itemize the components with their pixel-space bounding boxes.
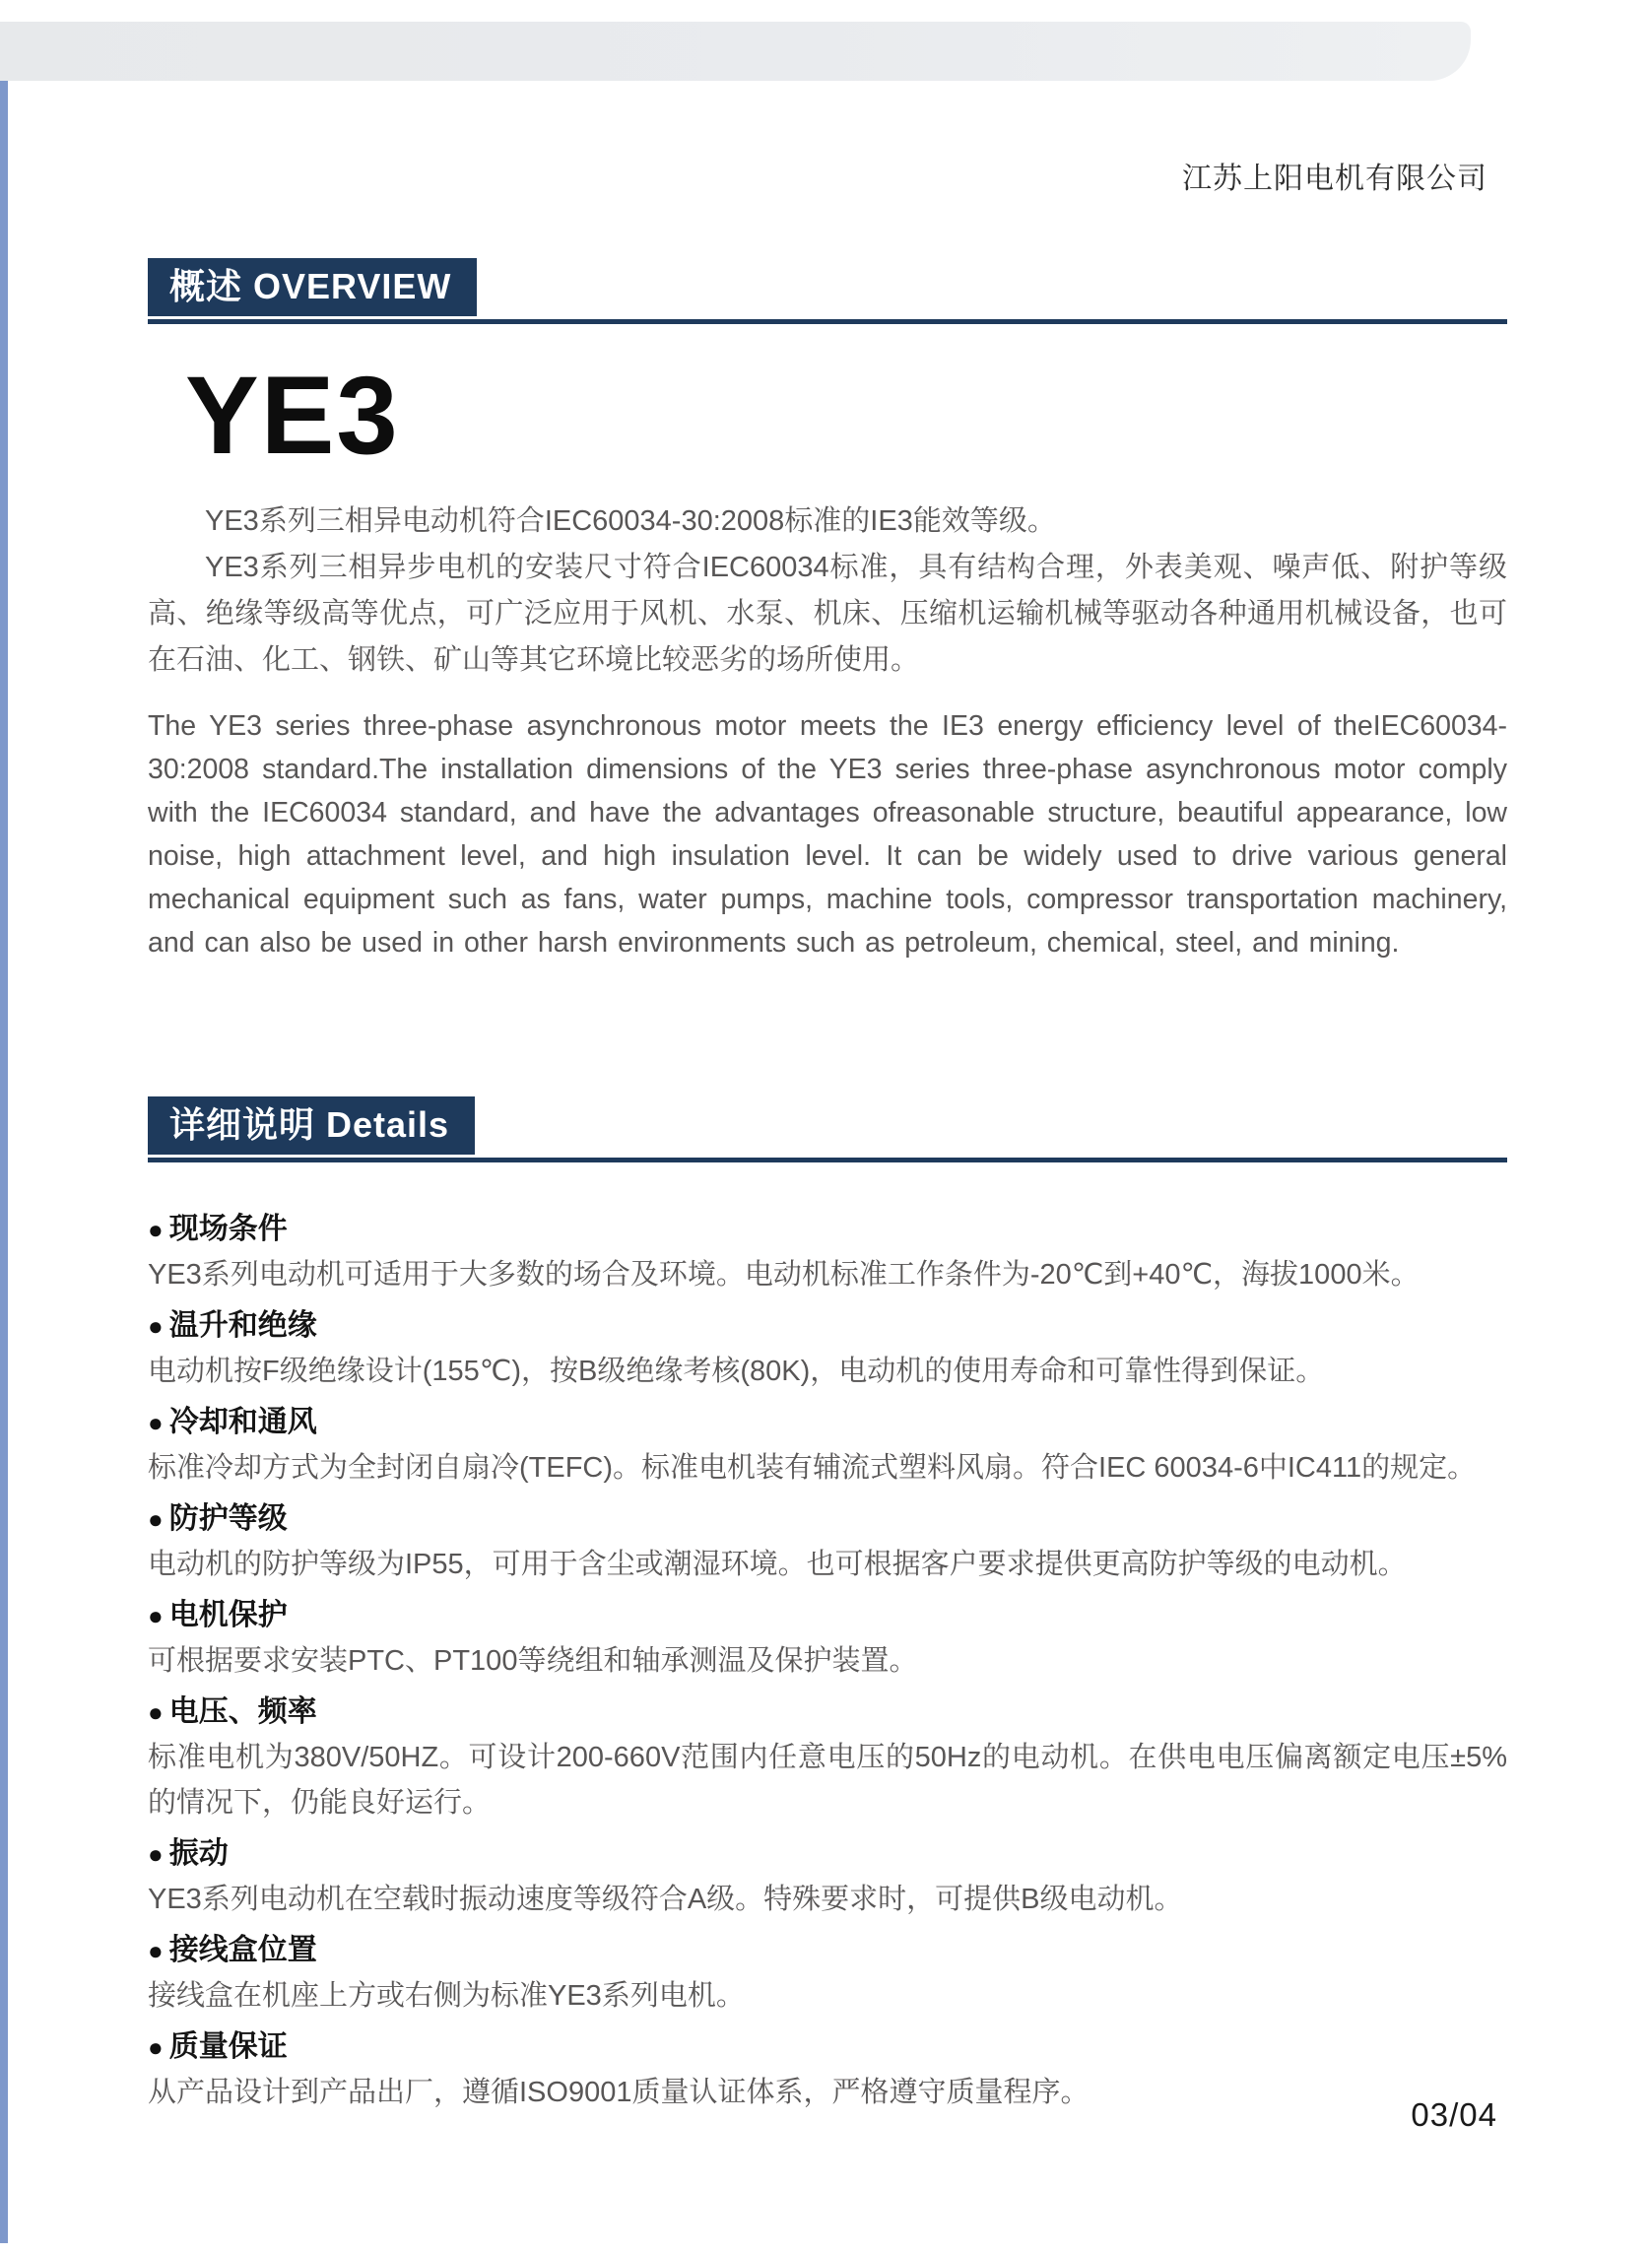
detail-body: 标准电机为380V/50HZ。可设计200-660V范围内任意电压的50Hz的电动机。在供电电压偏离额定电压±5%的情况下，仍能良好运行。 [148, 1742, 1507, 1819]
product-title: YE3 [185, 354, 400, 477]
detail-body: YE3系列电动机可适用于大多数的场合及环境。电动机标准工作条件为-20℃到+40℃，海拔1000米。 [148, 1259, 1420, 1291]
bullet-icon: ● [148, 1504, 164, 1534]
detail-heading-label: 电机保护 [168, 1599, 288, 1631]
bullet-icon: ● [148, 1936, 164, 1965]
detail-body: 从产品设计到产品出厂，遵循ISO9001质量认证体系，严格遵守质量程序。 [148, 2077, 1090, 2108]
detail-heading [148, 1303, 1507, 1349]
detail-item [148, 1496, 1507, 1587]
bullet-icon: ● [148, 1215, 164, 1244]
details-underline [148, 1158, 1507, 1162]
detail-item [148, 2024, 1507, 2115]
detail-heading-label: 电压、频率 [168, 1695, 317, 1728]
overview-section [148, 258, 1507, 964]
detail-heading [148, 1400, 1507, 1445]
detail-heading-label: 冷却和通风 [168, 1406, 317, 1438]
overview-en-paragraph: The YE3 series three-phase asynchronous motor meets the IE3 energy efficiency level of theIEC60034-30:2008 standard.The installation dimensions of the YE3 series three-phase asynchronous motor comply with the IEC60034 standard, and have the advantages ofreasonable structure, beautiful appearance, low noise, high attachment level, and high insulation level. It can be widely used to drive various general mechanical equipment such as fans, water pumps, machine tools, compressor transportation machinery, and can also be used in other harsh environments such as petroleum, chemical, steel, and mining. [148, 710, 1507, 959]
detail-item [148, 1690, 1507, 1825]
detail-item [148, 1593, 1507, 1684]
detail-heading [148, 1690, 1507, 1735]
overview-cn-paragraphs [148, 498, 1507, 684]
detail-heading [148, 2024, 1507, 2070]
details-list [148, 1207, 1507, 2115]
company-name: 江苏上阳电机有限公司 [1182, 163, 1487, 195]
detail-heading-label: 防护等级 [168, 1502, 288, 1535]
detail-heading-label: 振动 [168, 1837, 229, 1870]
top-decoration-bar [0, 22, 1471, 81]
detail-item [148, 1928, 1507, 2019]
detail-heading [148, 1928, 1507, 1973]
page-number: 03/04 [1411, 2096, 1497, 2133]
detail-heading-label: 温升和绝缘 [168, 1309, 317, 1342]
detail-body: 接线盒在机座上方或右侧为标准YE3系列电机。 [148, 1980, 745, 2012]
detail-heading-label: 接线盒位置 [168, 1934, 317, 1966]
detail-item [148, 1303, 1507, 1394]
bullet-icon: ● [148, 2032, 164, 2062]
detail-body: 标准冷却方式为全封闭自扇冷(TEFC)。标准电机装有辅流式塑料风扇。符合IEC 60034-6中IC411的规定。 [148, 1452, 1477, 1484]
overview-underline [148, 319, 1507, 324]
overview-cn-paragraph: YE3系列三相异电动机符合IEC60034-30:2008标准的IE3能效等级。 [205, 505, 1056, 537]
detail-heading-label: 质量保证 [168, 2030, 288, 2063]
overview-section-header: 概述 OVERVIEW [148, 258, 477, 316]
left-accent-line [0, 81, 8, 2243]
detail-body: 可根据要求安装PTC、PT100等绕组和轴承测温及保护装置。 [148, 1645, 918, 1677]
detail-heading-label: 现场条件 [168, 1213, 288, 1245]
bullet-icon: ● [148, 1601, 164, 1630]
detail-item [148, 1207, 1507, 1297]
detail-body: 电动机的防护等级为IP55，可用于含尘或潮湿环境。也可根据客户要求提供更高防护等级的电动机。 [148, 1549, 1407, 1580]
bullet-icon: ● [148, 1408, 164, 1437]
detail-body: 电动机按F级绝缘设计(155℃)，按B级绝缘考核(80K)，电动机的使用寿命和可靠性得到保证。 [148, 1356, 1325, 1387]
detail-heading [148, 1593, 1507, 1638]
detail-heading [148, 1831, 1507, 1877]
bullet-icon: ● [148, 1311, 164, 1341]
detail-body: YE3系列电动机在空载时振动速度等级符合A级。特殊要求时，可提供B级电动机。 [148, 1884, 1183, 1915]
bullet-icon: ● [148, 1839, 164, 1869]
detail-heading [148, 1207, 1507, 1252]
bullet-icon: ● [148, 1697, 164, 1727]
details-section-header: 详细说明 Details [148, 1096, 475, 1155]
detail-item [148, 1831, 1507, 1922]
detail-item [148, 1400, 1507, 1491]
overview-cn-paragraph: YE3系列三相异步电机的安装尺寸符合IEC60034标准，具有结构合理，外表美观、噪声低、附护等级高、绝缘等级高等优点，可广泛应用于风机、水泵、机床、压缩机运输机械等驱动各种通用机械设备，也可在石油、化工、钢铁、矿山等其它环境比较恶劣的场所使用。 [148, 552, 1507, 676]
detail-heading [148, 1496, 1507, 1542]
details-section [148, 1096, 1507, 2115]
